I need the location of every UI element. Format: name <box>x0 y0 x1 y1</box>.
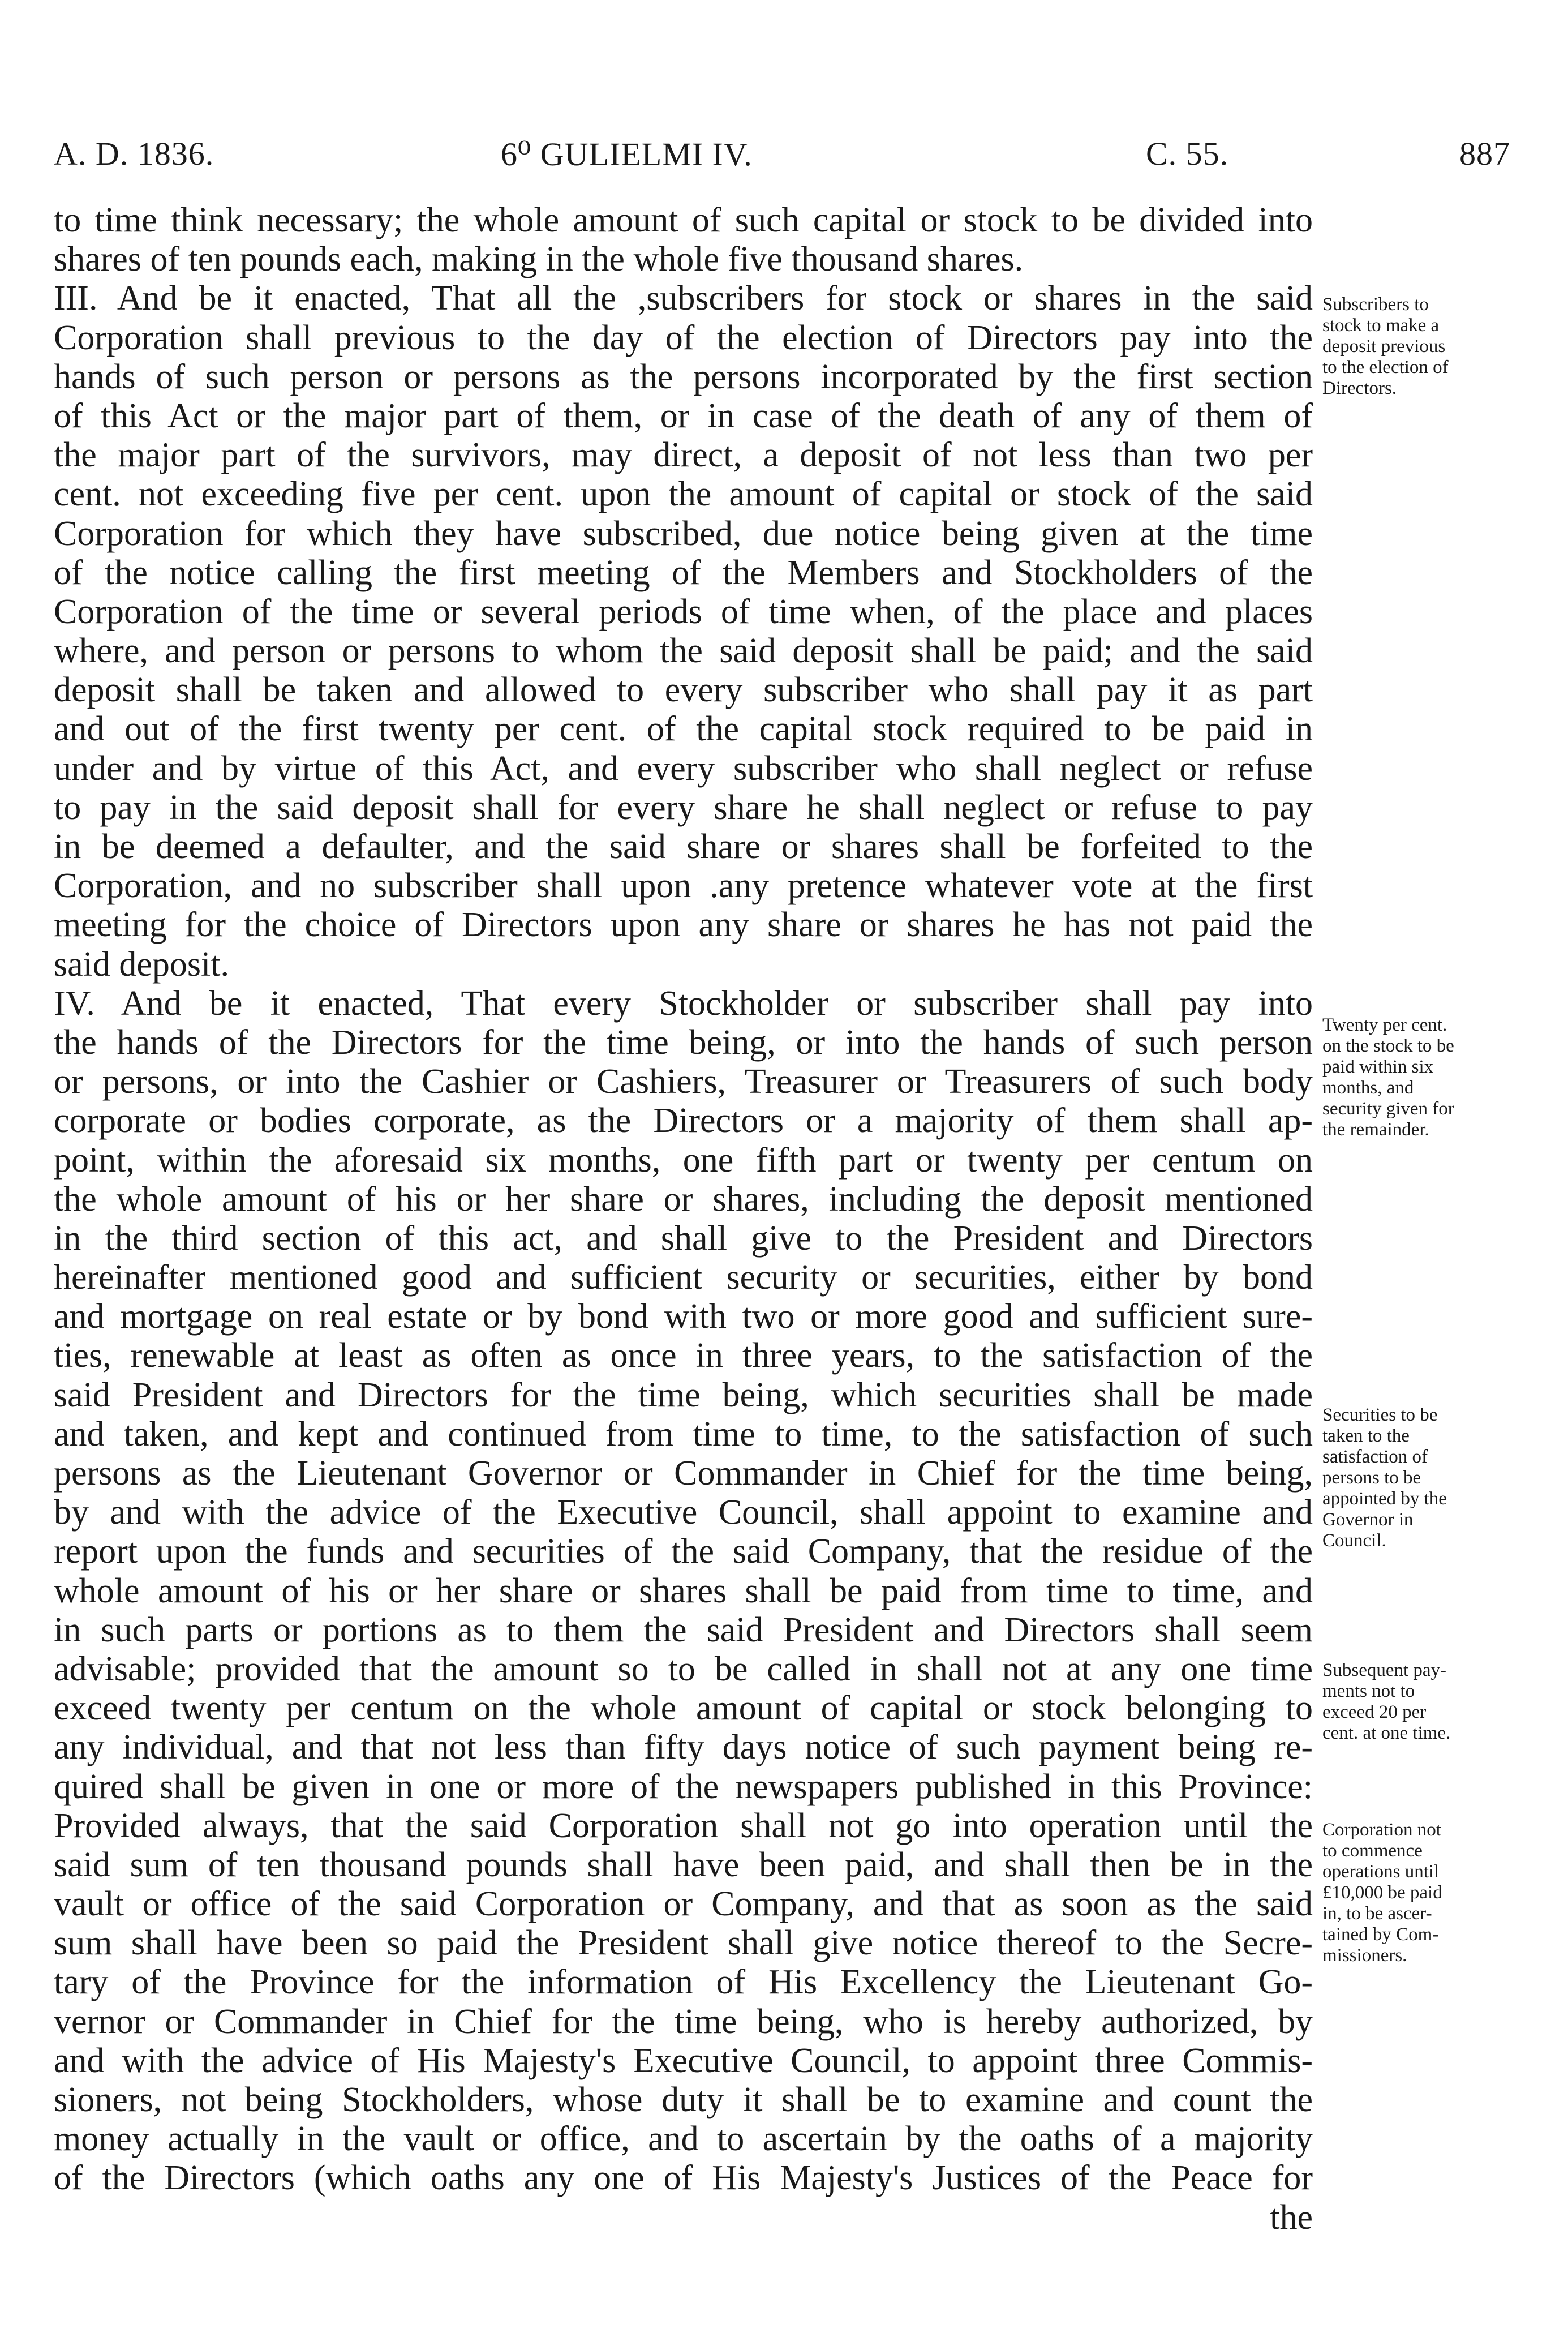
statute-text <box>54 201 1313 2237</box>
margin-note-line: deposit previous <box>1322 336 1446 357</box>
text-line: vault or office of the said Corporation or Company, and that as soon as the said <box>54 1885 1313 1924</box>
margin-note-line: Directors. <box>1322 378 1397 398</box>
text-line: hereinafter mentioned good and sufficient security or securities, either by bond <box>54 1258 1313 1297</box>
text-line: the <box>1270 2198 1313 2237</box>
text-line: said President and Directors for the time being, which securities shall be made <box>54 1375 1313 1414</box>
margin-note-line: paid within six <box>1322 1057 1434 1077</box>
text-line: corporate or bodies corporate, as the Directors or a majority of them shall ap- <box>54 1101 1313 1140</box>
text-line: cent. not exceeding five per cent. upon the amount of capital or stock of the said <box>54 475 1313 514</box>
text-line: whole amount of his or her share or shares shall be paid from time to time, and <box>54 1571 1313 1610</box>
margin-note-securities <box>1322 1405 1526 1551</box>
text-line: tary of the Province for the information of His Excellency the Lieutenant Go- <box>54 1963 1313 2002</box>
margin-note-line: to the election of <box>1322 357 1449 378</box>
text-line: advisable; provided that the amount so to be called in shall not at any one time <box>54 1649 1313 1688</box>
margin-note-line: stock to make a <box>1322 315 1440 336</box>
margin-note-line: £10,000 be paid <box>1322 1882 1442 1903</box>
text-line: Corporation shall previous to the day of the election of Directors pay into the <box>54 318 1313 357</box>
margin-note-line: Securities to be <box>1322 1405 1438 1425</box>
margin-note-subscribers-deposit <box>1322 294 1526 399</box>
text-line: to time think necessary; the whole amount of such capital or stock to be divided into <box>54 201 1313 239</box>
margin-note-line: to commence <box>1322 1841 1423 1861</box>
text-line: the major part of the survivors, may direct, a deposit of not less than two per <box>54 436 1313 475</box>
text-line: Corporation, and no subscriber shall upon .any pretence whatever vote at the first <box>54 867 1313 906</box>
text-line: ties, renewable at least as often as once in three years, to the satisfaction of the <box>54 1336 1313 1375</box>
margin-note-line: Corporation not <box>1322 1820 1441 1840</box>
page-number: 887 <box>1459 135 1510 172</box>
margin-note-line: cent. at one time. <box>1322 1723 1451 1743</box>
text-line: money actually in the vault or office, and to ascertain by the oaths of a majority <box>54 2120 1313 2159</box>
margin-note-subsequent-payments <box>1322 1660 1526 1744</box>
text-line: hands of such person or persons as the persons incorporated by the first section <box>54 357 1313 396</box>
header-year: A. D. 1836. <box>54 135 214 172</box>
margin-note-line: missioners. <box>1322 1945 1407 1966</box>
text-line: said sum of ten thousand pounds shall have been paid, and shall then be in the <box>54 1845 1313 1884</box>
text-line: where, and person or persons to whom the said deposit shall be paid; and the said <box>54 632 1313 671</box>
text-line: or persons, or into the Cashier or Cashiers, Treasurer or Treasurers of such body <box>54 1062 1313 1101</box>
margin-note-line: exceed 20 per <box>1322 1702 1427 1722</box>
text-line: said deposit. <box>54 945 229 984</box>
margin-note-line: Council. <box>1322 1530 1386 1551</box>
margin-note-line: appointed by the <box>1322 1489 1447 1509</box>
text-line: deposit shall be taken and allowed to every subscriber who shall pay it as part <box>54 671 1313 710</box>
text-line: any individual, and that not less than fifty days notice of such payment being re- <box>54 1728 1313 1767</box>
margin-note-twenty-per-cent <box>1322 1015 1526 1140</box>
text-line: of the Directors (which oaths any one of His Majesty's Justices of the Peace for <box>54 2159 1313 2198</box>
margin-note-line: tained by Com- <box>1322 1924 1439 1945</box>
margin-note-line: satisfaction of <box>1322 1447 1428 1467</box>
text-line: sioners, not being Stockholders, whose duty it shall be to examine and count the <box>54 2081 1313 2119</box>
margin-note-line: Governor in <box>1322 1509 1414 1530</box>
text-line: under and by virtue of this Act, and every subscriber who shall neglect or refuse <box>54 749 1313 788</box>
text-line: IV. And be it enacted, That every Stockholder or subscriber shall pay into <box>54 984 1313 1023</box>
text-line: persons as the Lieutenant Governor or Commander in Chief for the time being, <box>54 1454 1313 1493</box>
text-line: to pay in the said deposit shall for every share he shall neglect or refuse to pay <box>54 788 1313 827</box>
text-line: vernor or Commander in Chief for the time being, who is hereby authorized, by <box>54 2002 1313 2041</box>
text-line: Corporation for which they have subscribed, due notice being given at the time <box>54 514 1313 553</box>
margin-note-line: the remainder. <box>1322 1120 1429 1140</box>
text-line: sum shall have been so paid the President shall give notice thereof to the Secre- <box>54 1924 1313 1963</box>
margin-note-line: in, to be ascer- <box>1322 1903 1432 1924</box>
text-line: point, within the aforesaid six months, one fifth part or twenty per centum on <box>54 1140 1313 1180</box>
margin-note-line: ments not to <box>1322 1681 1415 1701</box>
text-line: the hands of the Directors for the time being, or into the hands of such person <box>54 1023 1313 1062</box>
text-line: Corporation of the time or several periods of time when, of the place and places <box>54 592 1313 631</box>
text-line: by and with the advice of the Executive Council, shall appoint to examine and <box>54 1493 1313 1532</box>
text-line: quired shall be given in one or more of the newspapers published in this Province: <box>54 1767 1313 1806</box>
text-line: in such parts or portions as to them the said President and Directors shall seem <box>54 1610 1313 1649</box>
margin-note-line: persons to be <box>1322 1468 1421 1488</box>
margin-note-line: security given for <box>1322 1099 1454 1119</box>
header-chapter: C. 55. <box>1146 135 1229 172</box>
margin-note-line: operations until <box>1322 1862 1440 1882</box>
margin-note-line: Subsequent pay- <box>1322 1660 1447 1680</box>
margin-note-line: taken to the <box>1322 1426 1410 1446</box>
text-line: shares of ten pounds each, making in the whole five thousand shares. <box>54 240 1024 279</box>
text-line: in be deemed a defaulter, and the said share or shares shall be forfeited to the <box>54 827 1313 866</box>
margin-note-line: months, and <box>1322 1078 1414 1098</box>
text-line: III. And be it enacted, That all the ,subscribers for stock or shares in the said <box>54 279 1313 318</box>
text-line: of the notice calling the first meeting of the Members and Stockholders of the <box>54 553 1313 592</box>
text-line: the whole amount of his or her share or shares, including the deposit mentioned <box>54 1180 1313 1219</box>
margin-note-line: on the stock to be <box>1322 1036 1454 1056</box>
margin-note-corporation-operations <box>1322 1820 1526 1966</box>
text-line: in the third section of this act, and shall give to the President and Directors <box>54 1219 1313 1258</box>
text-line: Provided always, that the said Corporation shall not go into operation until the <box>54 1806 1313 1845</box>
running-header <box>54 135 1510 180</box>
text-line: report upon the funds and securities of the said Company, that the residue of the <box>54 1532 1313 1571</box>
text-line: and out of the first twenty per cent. of the capital stock required to be paid in <box>54 710 1313 749</box>
margin-note-line: Twenty per cent. <box>1322 1015 1447 1035</box>
text-line: of this Act or the major part of them, or in case of the death of any of them of <box>54 396 1313 435</box>
text-line: and with the advice of His Majesty's Executive Council, to appoint three Commis- <box>54 2041 1313 2080</box>
text-line: and taken, and kept and continued from time to time, to the satisfaction of such <box>54 1414 1313 1453</box>
text-line: meeting for the choice of Directors upon any share or shares he has not paid the <box>54 906 1313 945</box>
margin-note-line: Subscribers to <box>1322 294 1429 315</box>
header-title: 6⁰ GULIELMI IV. <box>501 136 753 173</box>
text-line: exceed twenty per centum on the whole amount of capital or stock belonging to <box>54 1689 1313 1728</box>
text-line: and mortgage on real estate or by bond with two or more good and sufficient sure- <box>54 1297 1313 1336</box>
